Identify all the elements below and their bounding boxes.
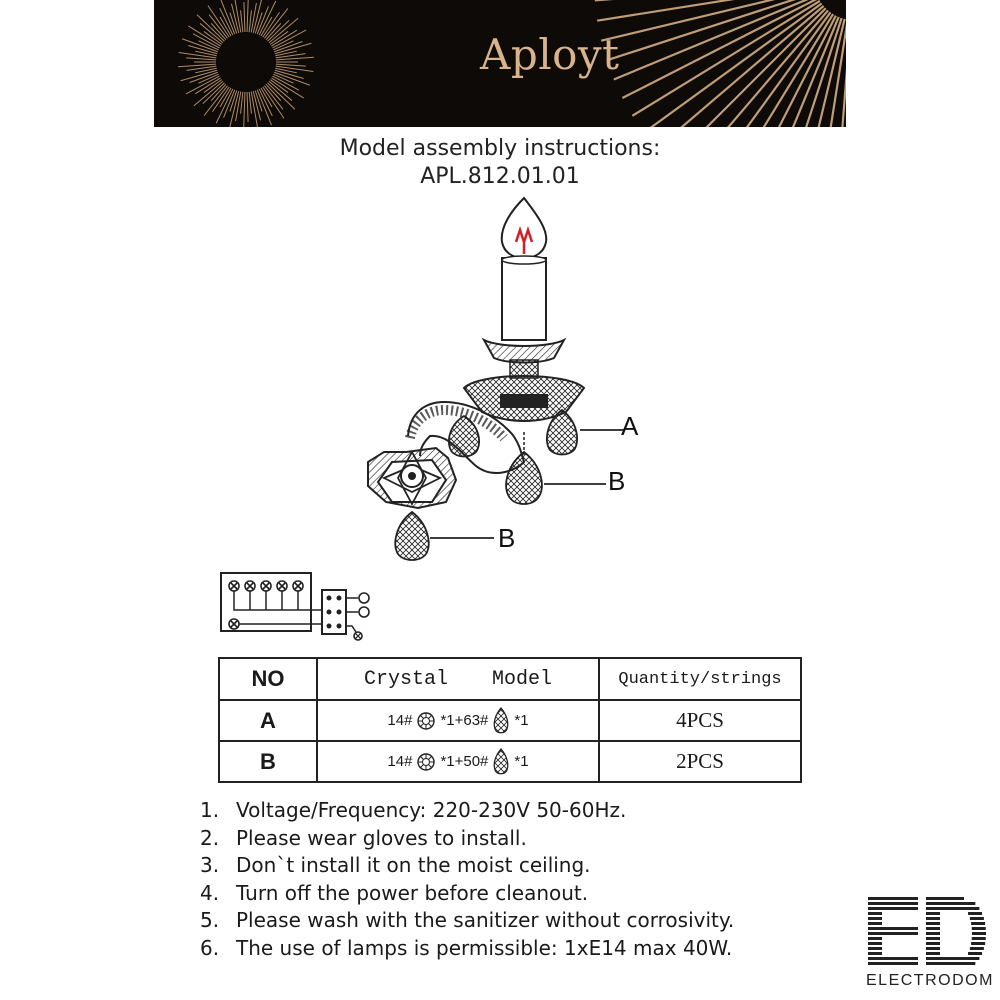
list-item bbox=[200, 825, 734, 853]
logo-stripe bbox=[868, 927, 918, 930]
logo-stripe bbox=[926, 917, 940, 920]
brand-banner bbox=[154, 0, 846, 127]
candle-cup bbox=[484, 340, 564, 363]
callout-label-b: B bbox=[498, 523, 516, 553]
sun-ray bbox=[249, 10, 251, 32]
note-number: 5. bbox=[200, 908, 220, 933]
logo-stripe bbox=[926, 957, 979, 960]
note-text: Don`t install it on the moist ceiling. bbox=[236, 853, 591, 878]
sun-ray bbox=[241, 92, 243, 114]
pear-drop-crystal-icon bbox=[492, 748, 510, 776]
octagon-crystal-icon bbox=[416, 711, 436, 731]
sun-ray bbox=[276, 66, 314, 71]
logo-stripe bbox=[972, 937, 986, 940]
sun-ray bbox=[276, 57, 314, 60]
logo-stripe bbox=[926, 902, 975, 905]
logo-stripe bbox=[926, 962, 975, 965]
note-text: Turn off the power before cleanout. bbox=[236, 880, 589, 905]
logo-stripe bbox=[926, 932, 940, 935]
sun-ray bbox=[178, 64, 216, 67]
logo-stripe bbox=[926, 952, 940, 955]
crystal-spec-table bbox=[218, 657, 802, 783]
logo-stripe bbox=[868, 952, 882, 955]
sun-ray bbox=[644, 4, 822, 127]
note-number: 4. bbox=[200, 880, 220, 905]
sun-ray bbox=[249, 92, 251, 114]
crystal-drop-b-center bbox=[506, 452, 542, 504]
logo-stripe bbox=[971, 942, 985, 945]
note-number: 1. bbox=[200, 798, 220, 822]
crystal-code: 14# bbox=[387, 712, 413, 729]
row-quantity: 2PCS bbox=[599, 741, 801, 782]
sun-ray bbox=[601, 0, 815, 41]
note-number: 6. bbox=[200, 935, 220, 960]
sun-ray bbox=[622, 0, 818, 98]
sun-ray bbox=[271, 30, 296, 46]
list-item bbox=[200, 907, 734, 935]
logo-stripe bbox=[926, 927, 940, 930]
list-item bbox=[200, 852, 734, 880]
sun-ray bbox=[179, 53, 217, 58]
logo-stripe bbox=[868, 947, 882, 950]
logo-stripe bbox=[868, 907, 918, 910]
table-row bbox=[219, 700, 801, 741]
sun-ray bbox=[197, 15, 224, 41]
electrodom-logo-icon bbox=[866, 895, 990, 969]
sun-ray bbox=[276, 64, 306, 66]
wall-lamp-drawing bbox=[340, 190, 660, 570]
logo-stripe bbox=[868, 897, 918, 900]
callout-label-b: B bbox=[608, 466, 626, 496]
crystal-count: *1 bbox=[514, 712, 529, 729]
note-number: 2. bbox=[200, 825, 220, 850]
logo-stripe bbox=[926, 942, 940, 945]
header-model: Model bbox=[492, 667, 553, 691]
octagon-crystal-icon bbox=[416, 752, 436, 772]
wiring-diagram bbox=[218, 570, 378, 645]
logo-stripe bbox=[970, 917, 984, 920]
crystal-code: *1+50# bbox=[440, 753, 489, 770]
list-item bbox=[200, 880, 734, 908]
sun-ray bbox=[241, 10, 243, 32]
logo-stripe bbox=[972, 932, 986, 935]
electrodom-wordmark: ELECTRODOM bbox=[866, 972, 994, 989]
sun-ray bbox=[247, 92, 248, 122]
callout-label-a: A bbox=[621, 411, 639, 441]
sun-ray bbox=[614, 0, 817, 79]
sun-ray bbox=[221, 0, 235, 34]
brand-logo: Aployt bbox=[480, 30, 620, 79]
logo-stripe bbox=[970, 947, 984, 950]
logo-stripe bbox=[868, 912, 882, 915]
sun-ray bbox=[244, 92, 245, 127]
list-item bbox=[200, 935, 734, 963]
logo-stripe bbox=[868, 957, 918, 960]
crystal-code: 14# bbox=[387, 753, 413, 770]
logo-stripe bbox=[968, 912, 982, 915]
row-id: A bbox=[219, 700, 317, 741]
instruction-notes bbox=[200, 797, 734, 963]
logo-stripe bbox=[968, 952, 982, 955]
sun-ray bbox=[211, 23, 226, 39]
sun-ray bbox=[268, 83, 295, 109]
crystal-count: *1 bbox=[514, 753, 529, 770]
logo-stripe bbox=[926, 897, 964, 900]
logo-stripe bbox=[926, 912, 940, 915]
row-model bbox=[317, 700, 599, 741]
header-quantity: Quantity/strings bbox=[599, 658, 801, 700]
sun-ray bbox=[247, 0, 248, 32]
doc-title: Model assembly instructions: bbox=[339, 136, 661, 161]
list-item bbox=[200, 797, 734, 825]
note-text: The use of lamps is permissible: 1xE14 max 40W. bbox=[236, 935, 733, 960]
logo-stripe bbox=[868, 937, 882, 940]
model-number: APL.812.01.01 bbox=[420, 164, 580, 189]
sun-ray bbox=[670, 8, 826, 127]
sun-ray bbox=[244, 2, 245, 32]
header-crystal-model bbox=[317, 658, 599, 700]
sun-ray bbox=[656, 6, 823, 127]
sun-ray bbox=[266, 84, 281, 100]
logo-stripe bbox=[868, 942, 882, 945]
logo-stripe bbox=[926, 907, 979, 910]
note-number: 3. bbox=[200, 853, 220, 878]
logo-stripe bbox=[926, 937, 940, 940]
sun-ray bbox=[195, 78, 220, 94]
logo-stripe bbox=[972, 927, 986, 930]
note-text: Please wear gloves to install. bbox=[236, 825, 527, 850]
logo-stripe bbox=[926, 922, 940, 925]
logo-stripe bbox=[868, 962, 918, 965]
candle-sleeve bbox=[502, 258, 546, 340]
crystal-code: *1+63# bbox=[440, 712, 489, 729]
row-model bbox=[317, 741, 599, 782]
logo-stripe bbox=[868, 922, 882, 925]
table-row bbox=[219, 741, 801, 782]
sun-ray bbox=[211, 84, 226, 100]
crystal-drop-b-bottom bbox=[395, 512, 428, 560]
pear-drop-crystal-icon bbox=[492, 707, 510, 735]
logo-stripe bbox=[868, 917, 882, 920]
logo-stripe bbox=[971, 922, 985, 925]
sun-ray bbox=[251, 3, 256, 33]
logo-stripe bbox=[868, 902, 918, 905]
header-crystal: Crystal bbox=[363, 667, 448, 691]
sun-ray bbox=[632, 1, 820, 116]
note-text: Voltage/Frequency: 220-230V 50-60Hz. bbox=[236, 798, 627, 822]
sun-ray bbox=[266, 23, 281, 39]
logo-stripe bbox=[868, 932, 918, 935]
sun-ray bbox=[186, 58, 216, 60]
row-quantity: 4PCS bbox=[599, 700, 801, 741]
sun-ray bbox=[257, 90, 271, 125]
sun-ray bbox=[236, 92, 241, 122]
row-id: B bbox=[219, 741, 317, 782]
header-no: NO bbox=[219, 658, 317, 700]
note-text: Please wash with the sanitizer without corrosivity. bbox=[236, 908, 735, 933]
logo-stripe bbox=[926, 947, 940, 950]
